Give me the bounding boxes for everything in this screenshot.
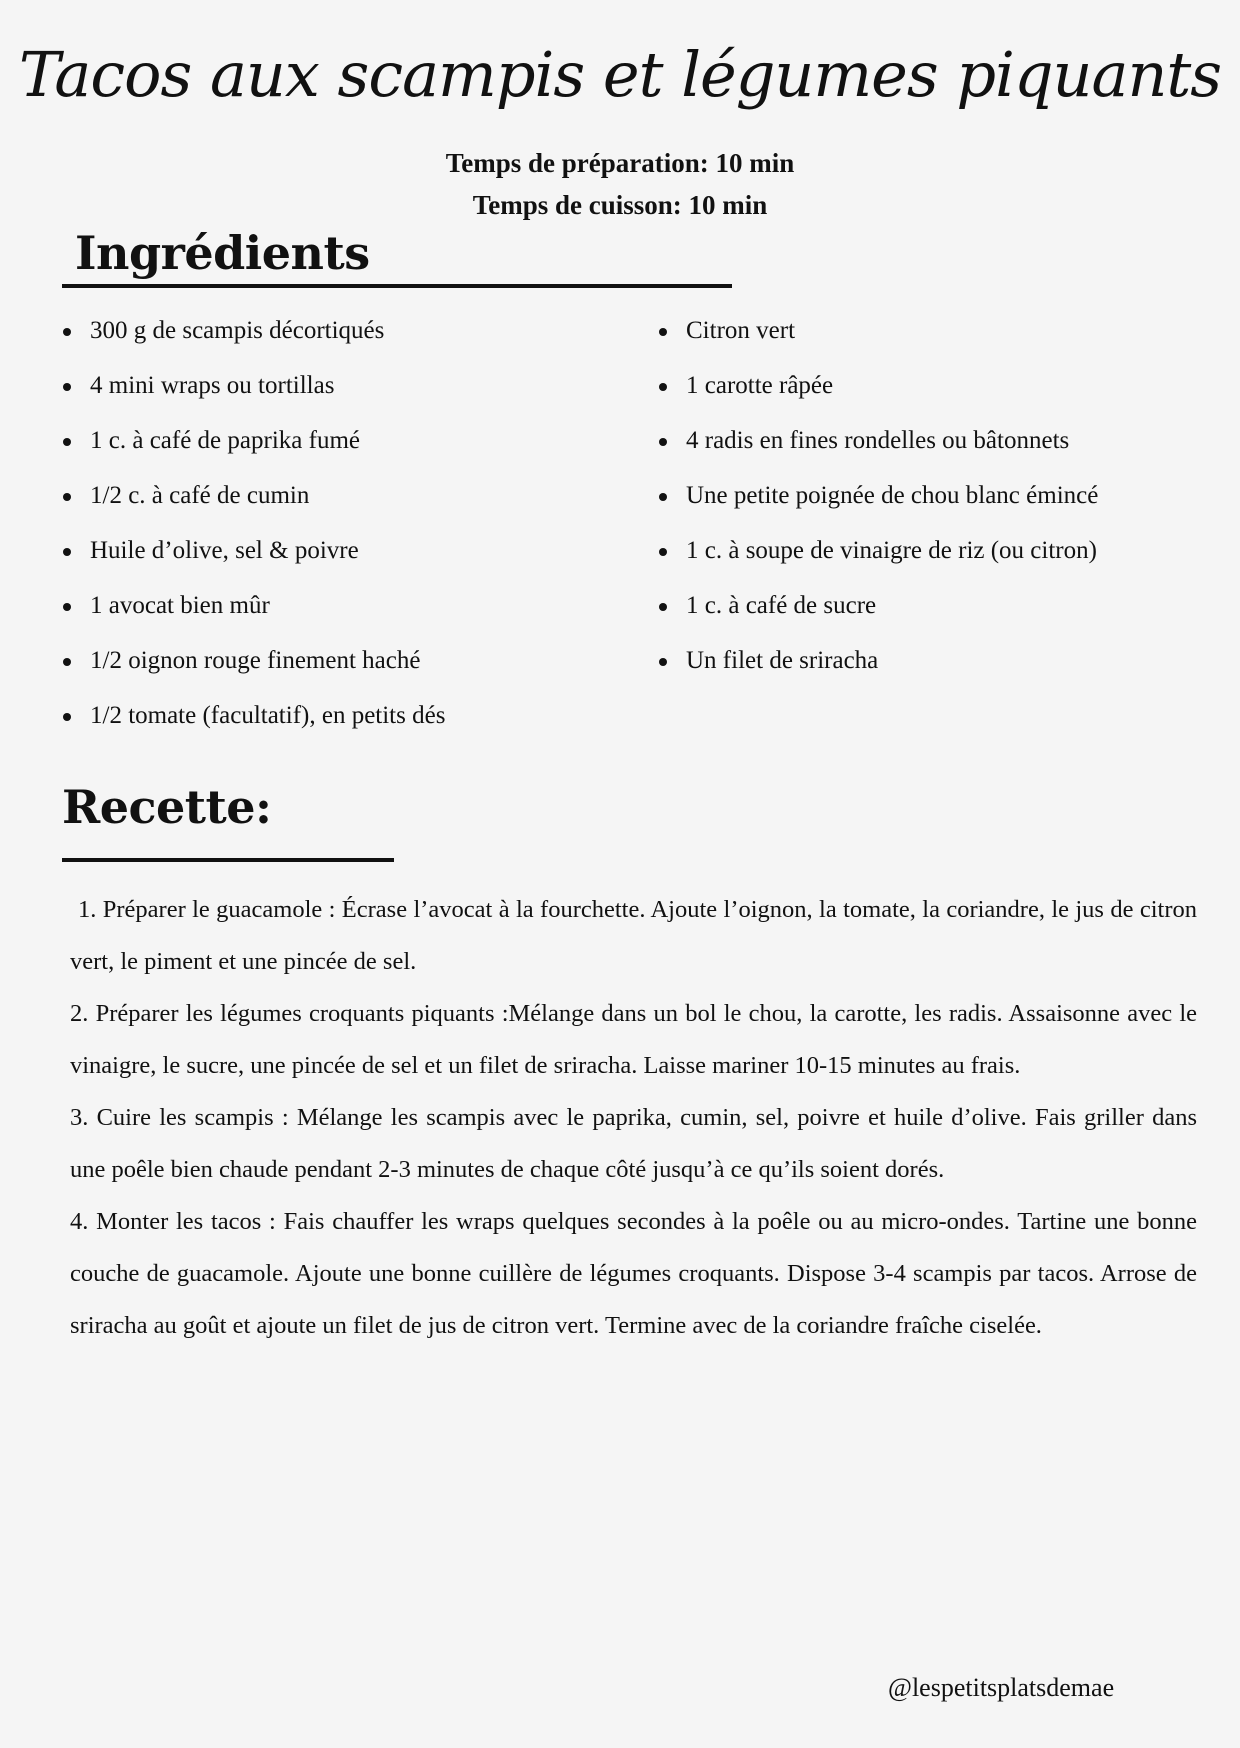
recipe-divider [62,858,394,862]
list-item: Une petite poignée de chou blanc émincé [656,480,1216,535]
list-item: Un filet de sriracha [656,645,1216,700]
list-item: Huile d’olive, sel & poivre [60,535,620,590]
list-item: 1 c. à café de sucre [656,590,1216,645]
cook-time: Temps de cuisson: 10 min [472,190,768,220]
recipe-steps [70,884,1197,1352]
list-item: 1 c. à café de paprika fumé [60,425,620,480]
list-item: 1 carotte râpée [656,370,1216,425]
list-item: 1 avocat bien mûr [60,590,620,645]
list-item: Citron vert [656,315,1216,370]
ingredients-list-left [60,315,620,755]
recipe-step: 1. Préparer le guacamole : Écrase l’avocat à la fourchette. Ajoute l’oignon, la tomate, la coriandre, le jus de citron vert, le piment et une pincée de sel. [70,896,1197,975]
list-item: 1/2 tomate (facultatif), en petits dés [60,700,620,755]
list-item: 4 mini wraps ou tortillas [60,370,620,425]
recipe-step: 2. Préparer les légumes croquants piquants :Mélange dans un bol le chou, la carotte, les radis. Assaisonne avec le vinaigre, le sucre, une pincée de sel et un filet de sriracha. Laisse mariner 10-15 minutes au frais. [70,1000,1197,1079]
recipe-heading: Recette: [62,780,272,834]
list-item: 300 g de scampis décortiqués [60,315,620,370]
list-item: 1/2 oignon rouge finement haché [60,645,620,700]
list-item: 1/2 c. à café de cumin [60,480,620,535]
list-item: 1 c. à soupe de vinaigre de riz (ou citron) [656,535,1216,590]
ingredients-list-right [656,315,1216,700]
recipe-title: Tacos aux scampis et légumes piquants [18,38,1222,111]
prep-time: Temps de préparation: 10 min [445,148,795,178]
recipe-step: 3. Cuire les scampis : Mélange les scampis avec le paprika, cumin, sel, poivre et huile d’olive. Fais griller dans une poêle bien chaude pendant 2-3 minutes de chaque côté jusqu’à ce qu’ils soient dorés. [70,1104,1197,1183]
ingredients-divider [62,284,732,288]
ingredients-heading: Ingrédients [75,226,370,280]
list-item: 4 radis en fines rondelles ou bâtonnets [656,425,1216,480]
recipe-step: 4. Monter les tacos : Fais chauffer les wraps quelques secondes à la poêle ou au micro-ondes. Tartine une bonne couche de guacamole. Ajoute une bonne cuillère de légumes croquants. Dispose 3-4 scampis par tacos. Arrose de sriracha au goût et ajoute un filet de jus de citron vert. Termine avec de la coriandre fraîche ciselée. [70,1208,1197,1339]
social-handle: @lespetitsplatsdemae [888,1673,1115,1702]
